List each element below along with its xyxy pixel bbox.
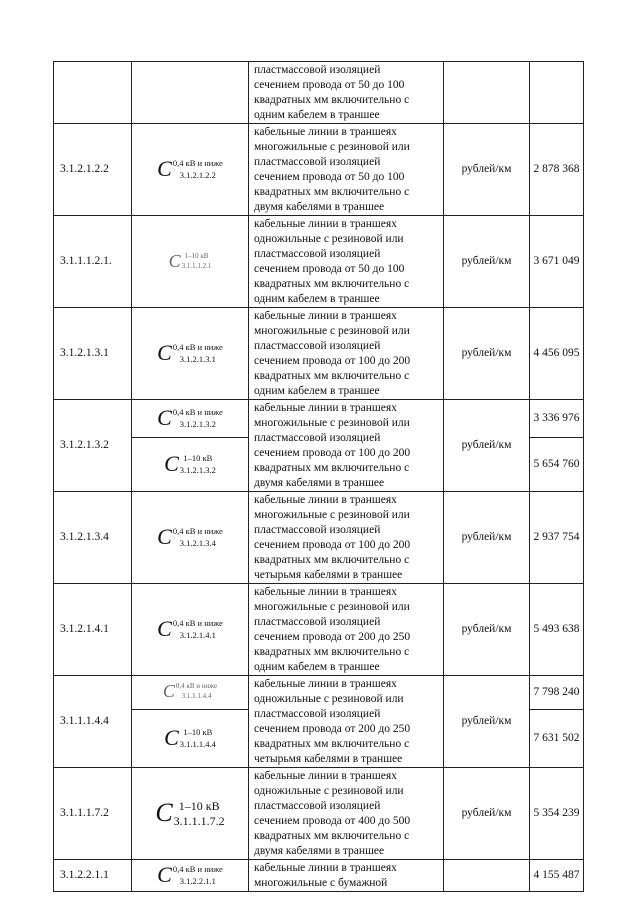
desc-line: кабельные линии в траншеях — [254, 310, 397, 322]
formula-cell — [132, 308, 249, 400]
description-cell — [249, 124, 444, 216]
formula-superscript: 0,4 кВ и ниже — [172, 618, 223, 628]
price-cell: 7 631 502 — [530, 709, 584, 767]
formula-cell — [132, 62, 249, 124]
table-row — [54, 216, 584, 308]
table-row — [54, 492, 584, 584]
desc-line: многожильные с резиновой или — [254, 509, 410, 521]
formula-cell — [132, 768, 249, 860]
price-cell: 2 878 368 — [530, 124, 584, 216]
desc-line: одножильные с резиновой или — [254, 785, 404, 797]
unit-cell — [444, 62, 530, 124]
formula-subscript: 3.1.2.1.3.1 — [179, 354, 216, 364]
desc-line: квадратных мм включительно с — [254, 462, 410, 474]
desc-line: пластмассовой изоляцией — [254, 156, 381, 168]
description-cell — [249, 768, 444, 860]
formula-subscript: 3.1.1.1.4.4 — [181, 692, 212, 701]
formula-superscript: 1–10 кВ — [178, 798, 220, 813]
desc-line: четырьмя кабелями в траншее — [254, 569, 403, 581]
desc-line: сечением провода от 50 до 100 — [254, 79, 405, 91]
rate-formula — [163, 682, 217, 700]
table-row — [54, 308, 584, 400]
desc-line: кабельные линии в траншеях — [254, 586, 397, 598]
desc-line: пластмассовой изоляцией — [254, 340, 381, 352]
desc-line: многожильные с резиновой или — [254, 325, 410, 337]
code-cell: 3.1.2.1.3.2 — [54, 400, 132, 492]
formula-cell — [132, 492, 249, 584]
desc-line: сечением провода от 100 до 200 — [254, 447, 411, 459]
desc-line: квадратных мм включительно с — [254, 830, 410, 842]
code-cell: 3.1.1.1.4.4 — [54, 676, 132, 768]
desc-line: квадратных мм включительно с — [254, 738, 410, 750]
desc-line: кабельные линии в траншеях — [254, 402, 397, 414]
desc-line: сечением провода от 50 до 100 — [254, 171, 405, 183]
formula-cell — [132, 124, 249, 216]
desc-line: кабельные линии в траншеях — [254, 494, 397, 506]
table-row — [54, 676, 584, 710]
formula-subscript: 3.1.1.1.7.2 — [173, 813, 225, 828]
desc-line: пластмассовой изоляцией — [254, 64, 381, 76]
formula-symbol: C — [164, 450, 179, 476]
code-cell: 3.1.2.1.2.2 — [54, 124, 132, 216]
table-row — [54, 768, 584, 860]
formula-superscript: 0,4 кВ и ниже — [172, 864, 223, 874]
rate-formula — [164, 724, 216, 750]
formula-subscript: 3.1.1.1.4.4 — [179, 738, 216, 749]
description-cell — [249, 584, 444, 676]
table-row — [54, 400, 584, 438]
desc-line: сечением провода от 200 до 250 — [254, 631, 411, 643]
desc-line: сечением провода от 100 до 200 — [254, 355, 411, 367]
desc-line: одножильные с резиновой или — [254, 233, 404, 245]
formula-superscript: 0,4 кВ и ниже — [172, 342, 223, 352]
desc-line: квадратных мм включительно с — [254, 278, 410, 290]
unit-cell: рублей/км — [444, 308, 530, 400]
formula-superscript: 1–10 кВ — [183, 726, 213, 737]
code-cell: 3.1.2.1.3.1 — [54, 308, 132, 400]
description-cell — [249, 62, 444, 124]
price-cell: 4 155 487 — [530, 860, 584, 892]
rate-formula — [157, 404, 223, 430]
description-cell — [249, 492, 444, 584]
code-cell: 3.1.1.1.2.1. — [54, 216, 132, 308]
description-cell — [249, 860, 444, 892]
price-cell: 5 493 638 — [530, 584, 584, 676]
desc-line: двумя кабелями в траншее — [254, 845, 385, 857]
price-cell: 4 456 095 — [530, 308, 584, 400]
formula-cell — [132, 437, 249, 491]
desc-line: сечением провода от 200 до 250 — [254, 723, 411, 735]
formula-symbol: C — [157, 862, 172, 887]
desc-line: одним кабелем в траншее — [254, 109, 380, 121]
desc-line: квадратных мм включительно с — [254, 646, 410, 658]
formula-superscript: 1–10 кВ — [184, 251, 209, 260]
formula-subscript: 3.1.2.2.1.1 — [179, 876, 216, 886]
formula-subscript: 3.1.2.1.4.1 — [179, 630, 216, 640]
desc-line: многожильные с бумажной — [254, 877, 388, 889]
table-row — [54, 584, 584, 676]
desc-line: одним кабелем в траншее — [254, 385, 380, 397]
unit-cell: рублей/км — [444, 676, 530, 768]
desc-line: одним кабелем в траншее — [254, 293, 380, 305]
formula-symbol: C — [157, 404, 172, 430]
desc-line: пластмассовой изоляцией — [254, 432, 381, 444]
rate-formula — [169, 252, 212, 270]
rate-formula — [164, 450, 216, 476]
desc-line: квадратных мм включительно с — [254, 370, 410, 382]
desc-line: двумя кабелями в траншее — [254, 477, 385, 489]
desc-line: двумя кабелями в траншее — [254, 201, 385, 213]
unit-cell: рублей/км — [444, 124, 530, 216]
rate-formula — [155, 797, 225, 828]
desc-line: сечением провода от 100 до 200 — [254, 539, 411, 551]
desc-line: многожильные с резиновой или — [254, 601, 410, 613]
desc-line: квадратных мм включительно с — [254, 554, 410, 566]
formula-superscript: 0,4 кВ и ниже — [172, 158, 223, 168]
desc-line: кабельные линии в траншеях — [254, 678, 397, 690]
description-cell — [249, 400, 444, 492]
formula-symbol: C — [162, 681, 175, 702]
rate-formula — [157, 526, 223, 548]
description-cell — [249, 216, 444, 308]
price-cell: 3 336 976 — [530, 400, 584, 438]
unit-cell: рублей/км — [444, 768, 530, 860]
formula-subscript: 3.1.2.1.3.2 — [179, 464, 216, 475]
rate-formula — [157, 618, 223, 640]
rate-formula — [157, 864, 223, 886]
desc-line: многожильные с резиновой или — [254, 417, 410, 429]
code-cell — [54, 62, 132, 124]
desc-line: многожильные с резиновой или — [254, 141, 410, 153]
rate-formula — [157, 342, 223, 364]
desc-line: квадратных мм включительно с — [254, 94, 410, 106]
formula-superscript: 1–10 кВ — [183, 452, 213, 463]
code-cell: 3.1.2.1.3.4 — [54, 492, 132, 584]
table-row — [54, 124, 584, 216]
formula-symbol: C — [164, 724, 179, 750]
unit-cell: рублей/км — [444, 216, 530, 308]
desc-line: квадратных мм включительно с — [254, 186, 410, 198]
description-cell — [249, 308, 444, 400]
code-cell: 3.1.1.1.7.2 — [54, 768, 132, 860]
code-cell: 3.1.2.2.1.1 — [54, 860, 132, 892]
formula-symbol: C — [157, 524, 172, 549]
desc-line: кабельные линии в траншеях — [254, 126, 397, 138]
price-cell: 5 354 239 — [530, 768, 584, 860]
formula-cell — [132, 676, 249, 710]
formula-superscript: 0,4 кВ и ниже — [172, 406, 223, 417]
unit-cell: рублей/км — [444, 584, 530, 676]
price-cell: 7 798 240 — [530, 676, 584, 710]
price-cell: 2 937 754 — [530, 492, 584, 584]
formula-symbol: C — [168, 250, 181, 271]
formula-cell — [132, 860, 249, 892]
formula-symbol: C — [157, 156, 172, 181]
desc-line: сечением провода от 50 до 100 — [254, 263, 405, 275]
formula-cell — [132, 400, 249, 438]
formula-symbol: C — [157, 616, 172, 641]
desc-line: кабельные линии в траншеях — [254, 770, 397, 782]
desc-line: четырьмя кабелями в траншее — [254, 753, 403, 765]
desc-line: одним кабелем в траншее — [254, 661, 380, 673]
desc-line: сечением провода от 400 до 500 — [254, 815, 411, 827]
unit-cell: рублей/км — [444, 492, 530, 584]
desc-line: одножильные с резиновой или — [254, 693, 404, 705]
formula-symbol: C — [157, 340, 172, 365]
desc-line: пластмассовой изоляцией — [254, 800, 381, 812]
formula-subscript: 3.1.2.1.2.2 — [179, 170, 216, 180]
formula-subscript: 3.1.2.1.3.4 — [179, 538, 216, 548]
desc-line: пластмассовой изоляцией — [254, 616, 381, 628]
formula-subscript: 3.1.1.1.2.1 — [181, 261, 212, 270]
table-row — [54, 62, 584, 124]
desc-line: кабельные линии в траншеях — [254, 862, 397, 874]
desc-line: пластмассовой изоляцией — [254, 248, 381, 260]
formula-cell — [132, 216, 249, 308]
formula-cell — [132, 709, 249, 767]
desc-line: кабельные линии в траншеях — [254, 218, 397, 230]
price-cell: 3 671 049 — [530, 216, 584, 308]
price-cell — [530, 62, 584, 124]
code-cell: 3.1.2.1.4.1 — [54, 584, 132, 676]
desc-line: пластмассовой изоляцией — [254, 524, 381, 536]
desc-line: пластмассовой изоляцией — [254, 708, 381, 720]
tariff-table — [53, 61, 584, 892]
unit-cell — [444, 860, 530, 892]
price-cell: 5 654 760 — [530, 437, 584, 491]
rate-formula — [157, 158, 223, 180]
formula-superscript: 0,4 кВ и ниже — [172, 526, 223, 536]
formula-subscript: 3.1.2.1.3.2 — [179, 418, 216, 429]
formula-symbol: C — [155, 797, 173, 827]
formula-cell — [132, 584, 249, 676]
table-row — [54, 860, 584, 892]
description-cell — [249, 676, 444, 768]
formula-superscript: 0,4 кВ и ниже — [175, 682, 218, 691]
unit-cell: рублей/км — [444, 400, 530, 492]
